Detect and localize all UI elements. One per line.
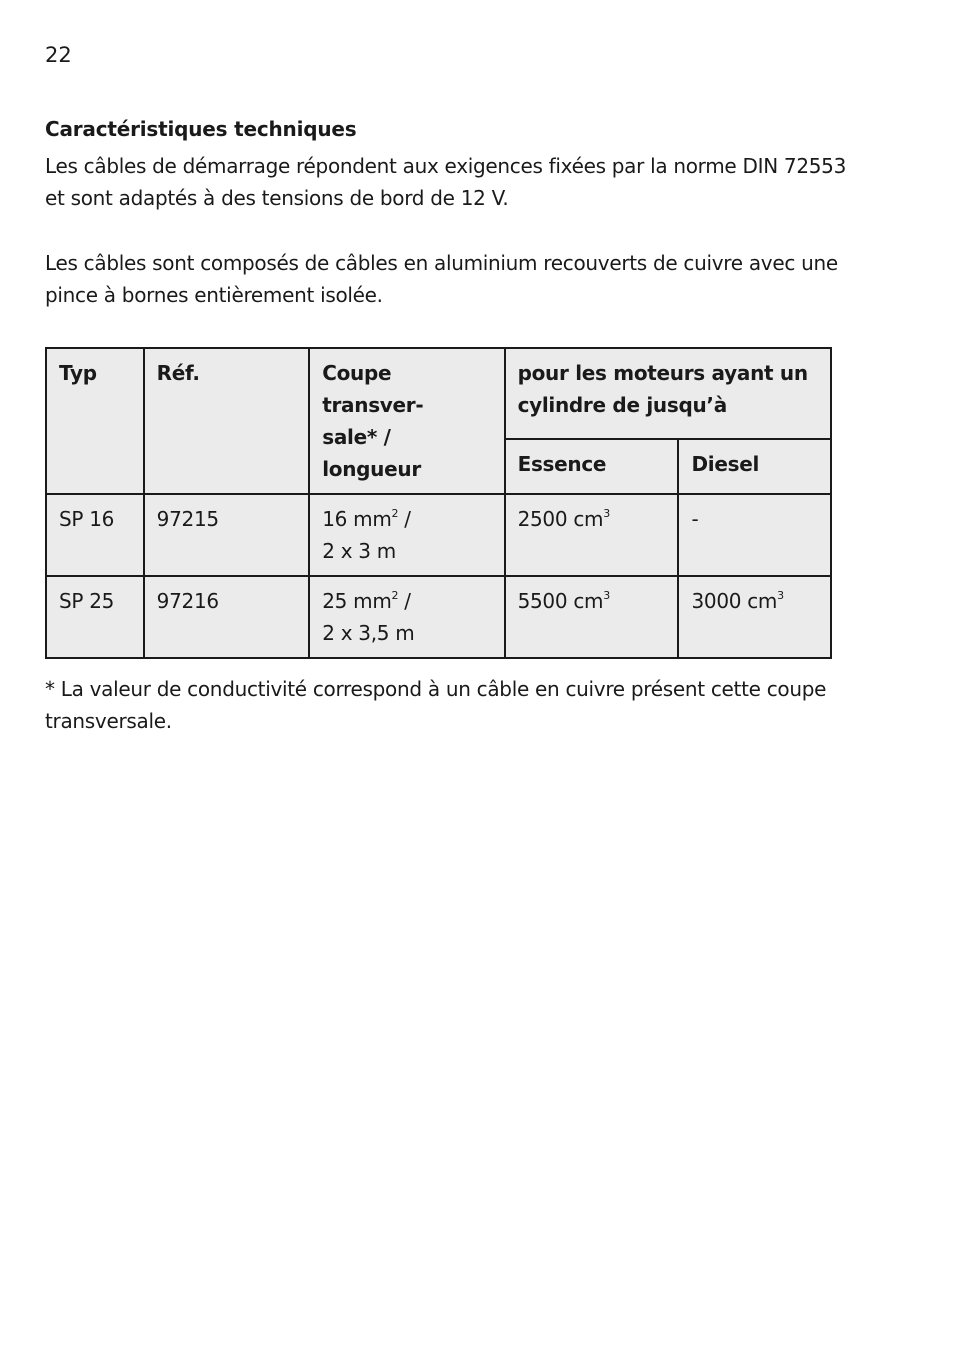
- intro-paragraph: [45, 150, 885, 214]
- table-row: [46, 494, 831, 576]
- cell-diesel: [678, 494, 831, 576]
- section-heading: Caractéristiques techniques: [45, 117, 357, 141]
- header-diesel: Diesel: [678, 439, 831, 494]
- table-row: [46, 576, 831, 658]
- cell-diesel: [678, 576, 831, 658]
- footnote: [45, 673, 885, 737]
- header-coupe: [309, 348, 504, 494]
- cell-essence-exponent: 3: [603, 507, 610, 520]
- cell-section-separator: /: [398, 507, 411, 531]
- header-coupe-line-1: Coupe: [322, 361, 392, 385]
- cell-essence: [505, 494, 679, 576]
- header-engines-line-1: pour les moteurs ayant un: [517, 361, 808, 385]
- cell-section-exponent: 2: [391, 589, 399, 602]
- header-engines: [505, 348, 831, 439]
- page-number: 22: [45, 43, 72, 67]
- composition-line-1: Les câbles sont composés de câbles en aluminium recouverts de cuivre avec une: [45, 251, 838, 275]
- cell-diesel-value: -: [691, 507, 699, 531]
- cell-section-separator: /: [398, 589, 411, 613]
- composition-line-2: pince à bornes entièrement isolée.: [45, 283, 383, 307]
- cell-length: 2 x 3 m: [322, 539, 396, 563]
- cell-section-exponent: 2: [391, 507, 399, 520]
- composition-paragraph: [45, 247, 885, 311]
- header-coupe-line-4: longueur: [322, 457, 421, 481]
- footnote-line-2: transversale.: [45, 709, 172, 733]
- footnote-line-1: * La valeur de conductivité correspond à un câble en cuivre présent cette coupe: [45, 677, 827, 701]
- cell-typ: SP 16: [46, 494, 144, 576]
- cell-section-length: [309, 576, 504, 658]
- header-ref: Réf.: [144, 348, 310, 494]
- table-header-row: [46, 348, 831, 439]
- cell-diesel-value: 3000 cm: [691, 589, 778, 613]
- cell-essence-value: 5500 cm: [517, 589, 604, 613]
- cell-section-length: [309, 494, 504, 576]
- cell-length: 2 x 3,5 m: [322, 621, 415, 645]
- header-essence: Essence: [505, 439, 679, 494]
- cell-essence: [505, 576, 679, 658]
- header-coupe-line-3: sale* /: [322, 425, 391, 449]
- cell-section: 25 mm: [322, 589, 392, 613]
- intro-line-2: et sont adaptés à des tensions de bord de 12 V.: [45, 186, 509, 210]
- cell-essence-exponent: 3: [603, 589, 610, 602]
- header-engines-line-2: cylindre de jusqu’à: [517, 393, 727, 417]
- cell-typ: SP 25: [46, 576, 144, 658]
- header-typ: Typ: [46, 348, 144, 494]
- cell-section: 16 mm: [322, 507, 392, 531]
- spec-table: [45, 347, 832, 659]
- cell-ref: 97216: [144, 576, 310, 658]
- header-coupe-line-2: transver-: [322, 393, 424, 417]
- cell-ref: 97215: [144, 494, 310, 576]
- intro-line-1: Les câbles de démarrage répondent aux exigences fixées par la norme DIN 72553: [45, 154, 847, 178]
- cell-diesel-exponent: 3: [777, 589, 784, 602]
- cell-essence-value: 2500 cm: [517, 507, 604, 531]
